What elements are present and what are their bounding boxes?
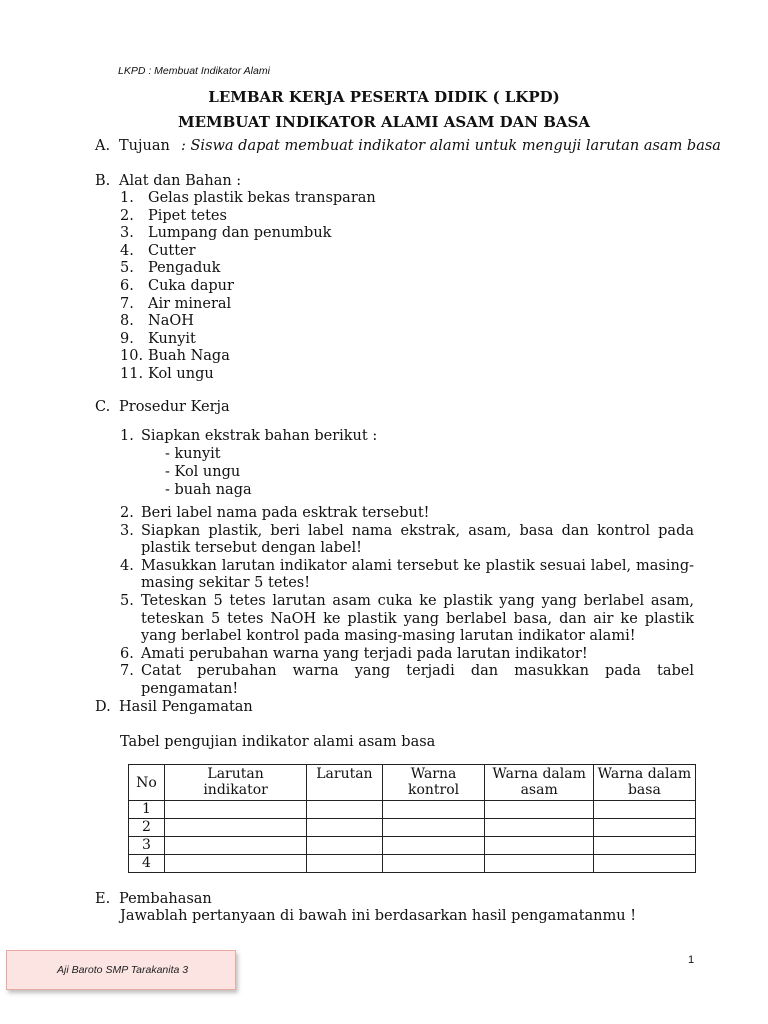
item-text: Kol ungu <box>148 365 214 382</box>
item-number: 3. <box>120 225 134 242</box>
materials-list <box>120 190 376 384</box>
column-header-label: No <box>136 775 157 791</box>
table-cell[interactable] <box>593 819 695 837</box>
step-text: Amati perubahan warna yang terjadi pada larutan indikator! <box>141 645 588 662</box>
item-text: Pengaduk <box>148 260 221 277</box>
step-number: 3. <box>120 522 134 539</box>
step-number: 1. <box>120 428 134 444</box>
row-number: 1 <box>129 801 165 819</box>
column-header-control-color <box>382 765 485 801</box>
section-heading: Hasil Pengamatan <box>119 699 253 715</box>
section-results-heading <box>95 698 253 716</box>
column-header-label: basa <box>627 782 661 798</box>
item-text: Lumpang dan penumbuk <box>148 225 332 242</box>
column-header-label: Larutan <box>207 766 264 782</box>
column-header-solution <box>307 765 382 801</box>
table-cell[interactable] <box>382 837 485 855</box>
table-header-row <box>129 765 696 801</box>
footer-author: Aji Baroto SMP Tarakanita 3 <box>57 964 189 976</box>
section-heading: Pembahasan <box>119 891 212 907</box>
section-letter: E. <box>95 891 111 907</box>
table-cell[interactable] <box>164 801 306 819</box>
list-item <box>120 260 376 278</box>
step-text: Siapkan plastik, beri label nama ekstrak, asam, basa dan kontrol pada plastik tersebut dengan label! <box>141 522 694 557</box>
goal-label: Tujuan <box>119 138 170 154</box>
table-row <box>129 837 696 855</box>
item-number: 10. <box>120 348 144 365</box>
list-item <box>120 190 376 208</box>
item-number: 8. <box>120 313 134 330</box>
step-number: 7. <box>120 663 134 680</box>
column-header-label: Warna dalam <box>492 766 586 782</box>
item-number: 6. <box>120 277 134 294</box>
section-goal <box>95 137 721 155</box>
item-text: NaOH <box>148 313 194 330</box>
section-letter: A. <box>95 138 111 154</box>
column-header-label: Larutan <box>316 766 373 782</box>
item-number: 7. <box>120 295 134 312</box>
table-cell[interactable] <box>164 819 306 837</box>
list-item <box>120 428 694 446</box>
table-row <box>129 801 696 819</box>
table-cell[interactable] <box>164 855 306 873</box>
table-cell[interactable] <box>593 801 695 819</box>
table-cell[interactable] <box>485 837 593 855</box>
list-item <box>120 296 376 314</box>
section-letter: B. <box>95 173 111 189</box>
item-text: Pipet tetes <box>148 207 227 224</box>
list-item <box>120 348 376 366</box>
column-header-label: kontrol <box>407 782 460 798</box>
list-item <box>120 593 694 646</box>
discussion-instruction: Jawablah pertanyaan di bawah ini berdasarkan hasil pengamatanmu ! <box>120 908 637 924</box>
column-header-label: Warna <box>410 766 457 782</box>
page-number: 1 <box>688 954 695 966</box>
procedure-steps <box>120 505 694 699</box>
table-cell[interactable] <box>164 837 306 855</box>
extract-sublist <box>165 446 252 499</box>
footer-note <box>6 950 236 990</box>
list-item <box>120 278 376 296</box>
table-cell[interactable] <box>382 819 485 837</box>
item-text: Cutter <box>148 242 196 259</box>
item-number: 11. <box>120 365 144 382</box>
table-cell[interactable] <box>485 855 593 873</box>
step-text: Teteskan 5 tetes larutan asam cuka ke plastik yang yang berlabel asam, teteskan 5 tetes NaOH ke plastik yang berlabel basa, dan air ke plastik yang berlabel kontrol pada masing-masing larutan indikator alami! <box>141 592 694 645</box>
row-number: 4 <box>129 855 165 873</box>
item-number: 5. <box>120 260 134 277</box>
section-heading: Alat dan Bahan : <box>119 173 242 189</box>
table-cell[interactable] <box>593 837 695 855</box>
table-cell[interactable] <box>485 819 593 837</box>
table-cell[interactable] <box>307 855 382 873</box>
list-item <box>120 313 376 331</box>
step-text: Siapkan ekstrak bahan berikut : <box>141 428 378 444</box>
sublist-item: - buah naga <box>165 481 252 498</box>
list-item <box>120 366 376 384</box>
step-text: Catat perubahan warna yang terjadi dan masukkan pada tabel pengamatan! <box>141 663 694 697</box>
item-text: Kunyit <box>148 330 196 347</box>
table-cell[interactable] <box>593 855 695 873</box>
row-number: 2 <box>129 819 165 837</box>
item-text: Air mineral <box>148 295 232 312</box>
row-number: 3 <box>129 837 165 855</box>
list-item <box>120 208 376 226</box>
item-text: Buah Naga <box>148 348 230 365</box>
table-cell[interactable] <box>382 801 485 819</box>
item-number: 1. <box>120 190 134 206</box>
goal-text: : Siswa dapat membuat indikator alami untuk menguji larutan asam basa <box>181 138 721 154</box>
table-cell[interactable] <box>307 819 382 837</box>
table-cell[interactable] <box>485 801 593 819</box>
step-number: 4. <box>120 557 134 574</box>
section-letter: D. <box>95 699 111 715</box>
document-subtitle: MEMBUAT INDIKATOR ALAMI ASAM DAN BASA <box>177 113 591 131</box>
column-header-indicator <box>164 765 306 801</box>
column-header-label: asam <box>520 782 558 798</box>
step-text: Beri label nama pada esktrak tersebut! <box>141 505 430 521</box>
running-header: LKPD : Membuat Indikator Alami <box>118 65 270 77</box>
table-cell[interactable] <box>307 801 382 819</box>
list-item <box>120 505 694 523</box>
list-item <box>120 558 694 593</box>
table-cell[interactable] <box>382 855 485 873</box>
column-header-acid-color <box>485 765 593 801</box>
list-item <box>120 663 694 698</box>
step-text: Masukkan larutan indikator alami tersebut ke plastik sesuai label, masing-masing sekitar 5 tetes! <box>141 557 694 592</box>
table-row <box>129 819 696 837</box>
sublist-item: - kunyit <box>165 446 221 462</box>
section-materials-heading <box>95 172 241 190</box>
list-item <box>120 225 376 243</box>
item-text: Gelas plastik bekas transparan <box>148 190 376 206</box>
list-item <box>120 331 376 349</box>
section-heading: Prosedur Kerja <box>119 399 230 415</box>
section-discussion-heading <box>95 890 212 908</box>
item-number: 4. <box>120 242 134 259</box>
item-number: 2. <box>120 207 134 224</box>
step-number: 2. <box>120 505 134 521</box>
column-header-label: indikator <box>203 782 268 798</box>
sublist-item: - Kol ungu <box>165 463 241 480</box>
item-number: 9. <box>120 330 134 347</box>
step-number: 6. <box>120 645 134 662</box>
list-item <box>120 243 376 261</box>
item-text: Cuka dapur <box>148 277 234 294</box>
table-cell[interactable] <box>307 837 382 855</box>
section-procedure-heading <box>95 398 230 416</box>
step-number: 5. <box>120 592 134 609</box>
column-header-label: Warna dalam <box>597 766 692 782</box>
observation-table <box>128 764 696 873</box>
list-item <box>120 523 694 558</box>
section-letter: C. <box>95 399 111 415</box>
list-item <box>120 646 694 664</box>
table-caption: Tabel pengujian indikator alami asam basa <box>120 734 436 750</box>
document-title: LEMBAR KERJA PESERTA DIDIK ( LKPD) <box>208 88 560 106</box>
table-row <box>129 855 696 873</box>
column-header-base-color <box>593 765 695 801</box>
column-header-no <box>129 765 165 801</box>
procedure-step-1 <box>120 428 694 446</box>
